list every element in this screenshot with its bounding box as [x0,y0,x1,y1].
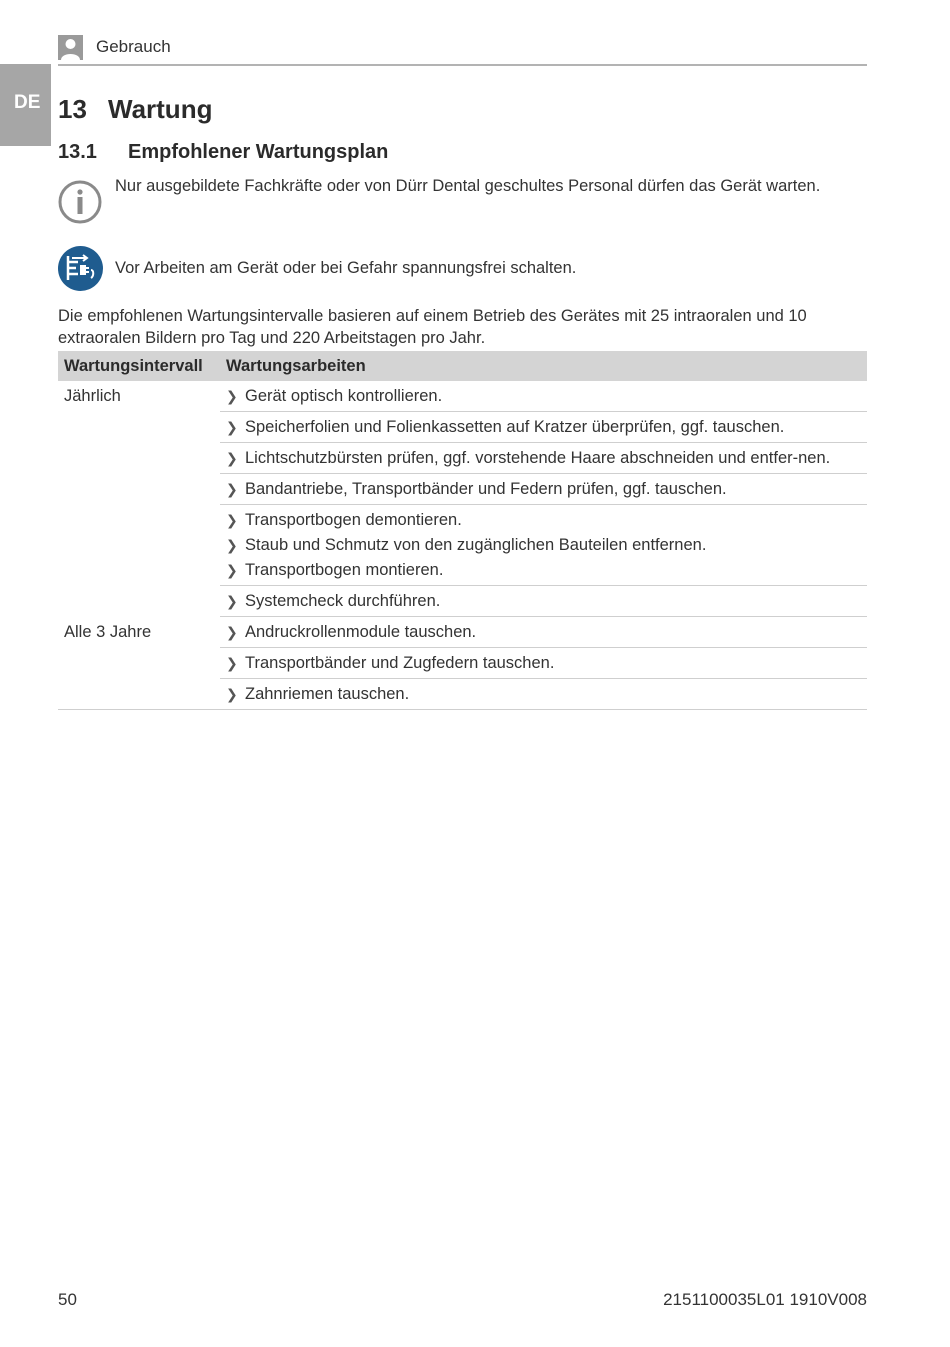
disconnect-power-icon [58,246,103,291]
chevron-right-icon: ❯ [226,624,238,640]
task-text: Transportbogen montieren. [245,561,444,579]
chevron-right-icon: ❯ [226,655,238,671]
chapter-heading [58,94,212,125]
table-row [58,617,867,648]
list-item [226,683,861,705]
header-interval: Wartungsintervall [58,351,220,381]
interval-cell: Jährlich [64,387,121,405]
interval-cell [58,474,220,505]
tasks-cell [220,648,867,679]
list-item [226,534,861,556]
interval-cell: Alle 3 Jahre [64,622,152,641]
table-row [58,648,867,679]
document-id: 2151100035L01 1910V008 [663,1290,867,1309]
warning-note: Vor Arbeiten am Gerät oder bei Gefahr spannungsfrei schalten. [115,259,577,277]
table-row [58,679,867,710]
list-item [226,385,861,407]
tasks-cell [220,617,867,648]
list-item [226,478,861,500]
intro-paragraph: Die empfohlenen Wartungsintervalle basieren auf einem Betrieb des Gerätes mit 25 intraoralen und 10 extraoralen Bildern pro Tag und 220 Arbeitstagen pro Jahr. [58,307,807,347]
header-tasks: Wartungsarbeiten [220,351,867,381]
interval-cell [58,679,220,710]
task-text: Bandantriebe, Transportbänder und Federn prüfen, ggf. tauschen. [245,480,727,498]
task-text: Andruckrollenmodule tauschen. [245,623,477,641]
task-text: Systemcheck durchführen. [245,592,441,610]
task-text: Transportbogen demontieren. [245,511,462,529]
tasks-cell [220,505,867,586]
task-text: Zahnriemen tauschen. [245,685,410,703]
chevron-right-icon: ❯ [226,481,238,497]
table-row [58,381,867,412]
section-heading-title: Empfohlener Wartungsplan [128,141,389,163]
page-header [58,35,867,66]
info-note: Nur ausgebildete Fachkräfte oder von Dürr Dental geschultes Personal dürfen das Gerät warten. [115,177,821,195]
list-item [226,621,861,643]
interval-cell [58,586,220,617]
section-number: 13.1 [58,141,97,163]
task-text: Transportbänder und Zugfedern tauschen. [245,654,555,672]
task-text: Speicherfolien und Folienkassetten auf Kratzer überprüfen, ggf. tauschen. [245,418,785,436]
table-row [58,443,867,474]
tasks-cell [220,679,867,710]
task-text: Lichtschutzbürsten prüfen, ggf. vorstehende Haare abschneiden und entfer-nen. [245,449,831,467]
tasks-cell [220,381,867,412]
task-text: Gerät optisch kontrollieren. [245,387,443,405]
chapter-number: 13 [58,94,87,124]
chapter-title: Wartung [108,94,213,124]
table-header-row [58,351,867,381]
table-row [58,586,867,617]
list-item [226,652,861,674]
table-row [58,505,867,586]
person-icon [58,35,83,60]
maintenance-table [58,351,867,710]
section-title: Gebrauch [96,37,171,56]
list-item [226,447,861,469]
task-text: Staub und Schmutz von den zugänglichen Bauteilen entfernen. [245,536,707,554]
interval-cell [58,412,220,443]
chevron-right-icon: ❯ [226,512,238,528]
chevron-right-icon: ❯ [226,450,238,466]
chevron-right-icon: ❯ [226,388,238,404]
interval-cell [58,648,220,679]
tasks-cell [220,412,867,443]
interval-cell [58,505,220,586]
section-heading [58,141,388,164]
interval-cell [58,443,220,474]
language-tab: DE [0,64,51,146]
list-item [226,590,861,612]
table-row [58,474,867,505]
tasks-cell [220,586,867,617]
chevron-right-icon: ❯ [226,537,238,553]
page-number: 50 [58,1290,77,1309]
chevron-right-icon: ❯ [226,419,238,435]
list-item [226,559,861,581]
chevron-right-icon: ❯ [226,593,238,609]
table-row [58,412,867,443]
chevron-right-icon: ❯ [226,562,238,578]
chevron-right-icon: ❯ [226,686,238,702]
tasks-cell [220,474,867,505]
list-item [226,416,861,438]
list-item [226,509,861,531]
info-icon [58,180,102,224]
tasks-cell [220,443,867,474]
